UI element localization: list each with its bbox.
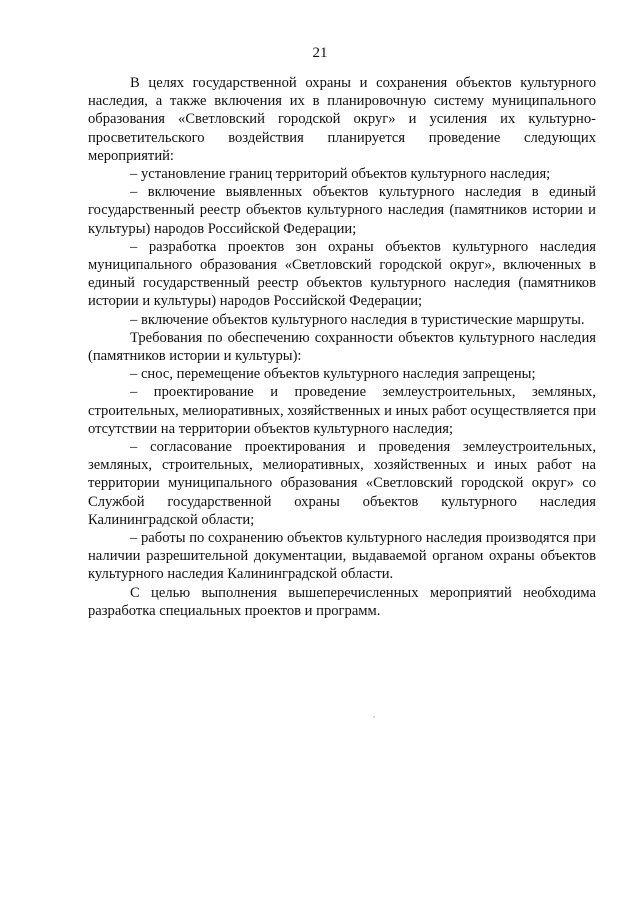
conclusion-paragraph: С целью выполнения вышеперечисленных мероприятий необходима разработка специальных проектов и программ. (88, 584, 596, 619)
intro-paragraph: В целях государственной охраны и сохранения объектов культурного наследия, а также включения их в планировочную систему муниципального образования «Светловский городской округ» и усиления их культурно-просветительского воздействия планируется проведение следующих мероприятий: (88, 75, 596, 164)
measure-item-tourist-routes: – включение объектов культурного наследия в туристические маршруты. (130, 311, 585, 328)
requirement-item-approval: – согласование проектирования и проведения землеустроительных, земляных, строительных, мелиоративных, хозяйственных и иных работ на территории муниципального образования «Светловский городской округ» со Службой государственной охраны объектов культурного наследия Калининградской области; (88, 439, 596, 528)
requirement-item-demolition: – снос, перемещение объектов культурного наследия запрещены; (130, 366, 536, 383)
requirements-intro-paragraph: Требования по обеспечению сохранности объектов культурного наследия (памятников истории и культуры): (88, 329, 596, 365)
page-number: 21 (312, 45, 328, 61)
measure-item-protection-zones: – разработка проектов зон охраны объектов культурного наследия муниципального образования «Светловский городской округ», включенных в единый государственный реестр объектов культурного наследия (памятников истории и культуры) народов Российской Федерации; (88, 238, 596, 310)
scan-speck (373, 716, 375, 718)
requirement-item-preservation-works: – работы по сохранению объектов культурного наследия производятся при наличии разрешительной документации, выдаваемой органом охраны объектов культурного наследия Калининградской области. (88, 530, 596, 583)
requirement-item-design-works: – проектирование и проведение землеустроительных, земляных, строительных, мелиоративных, хозяйственных и иных работ осуществляется при отсутствии на территории объектов культурного наследия; (88, 384, 596, 437)
document-body (88, 74, 596, 620)
measure-item-registry: – включение выявленных объектов культурного наследия в единый государственный реестр объектов культурного наследия (памятников истории и культуры) народов Российской Федерации; (88, 184, 596, 237)
measure-item-boundaries: – установление границ территорий объектов культурного наследия; (130, 166, 551, 183)
